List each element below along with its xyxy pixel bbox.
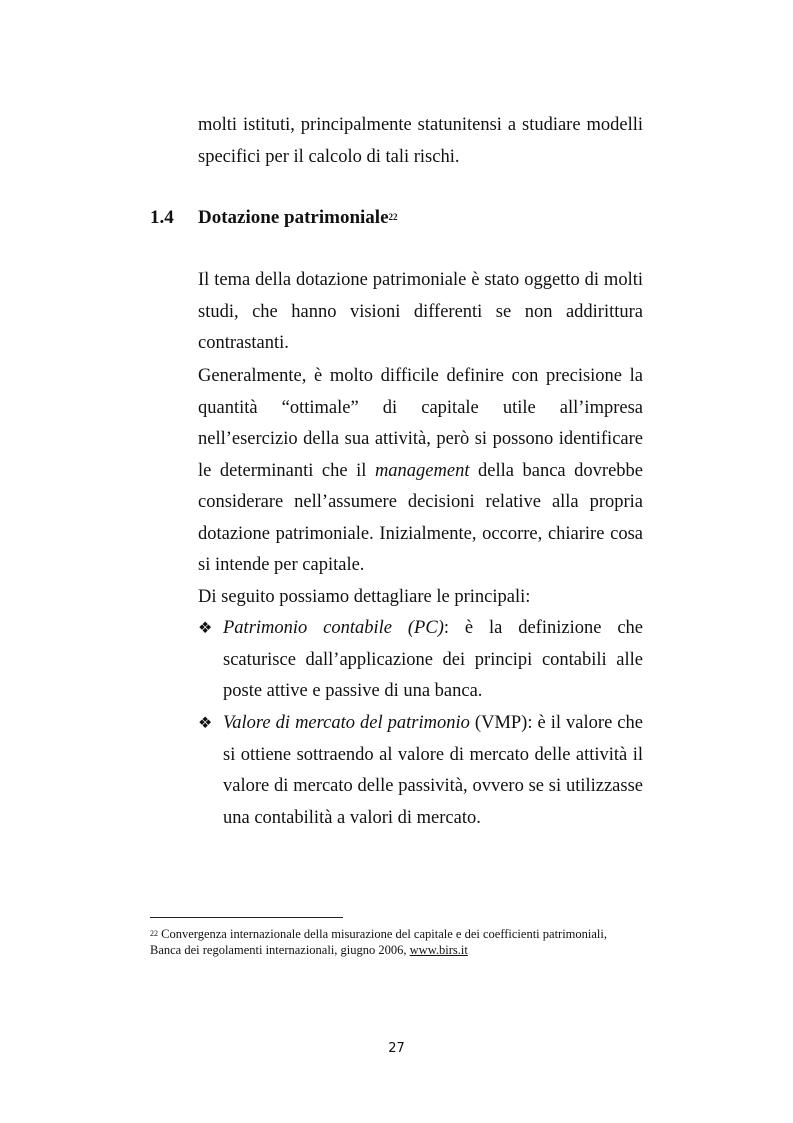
footnote-divider	[150, 917, 343, 918]
bullet-description: : è la definizione che scaturisce dall’applicazione dei principi contabili alle poste attive e passive di una banca.	[223, 618, 643, 701]
intro-paragraph: molti istituti, principalmente statunitensi a studiare modelli specifici per il calcolo di tali rischi.	[198, 115, 643, 167]
paragraph-capitale-part2: della banca dovrebbe considerare nell’assumere decisioni relative alla propria dotazione patrimoniale. Inizialmente, occorre, chiarire cosa si intende per capitale.	[198, 460, 644, 575]
bullet-description: (VMP): è il valore che si ottiene sottraendo al valore di mercato delle attività il valore di mercato delle passività, ovvero se si utilizzasse una contabilità a valori di mercato.	[223, 713, 643, 828]
paragraph-principali: Di seguito possiamo dettagliare le principali:	[198, 587, 531, 607]
bullet-text	[223, 613, 643, 708]
page-number: 27	[388, 1041, 405, 1056]
paragraph-capitale-italic: management	[374, 460, 470, 481]
bullet-text	[223, 708, 643, 834]
bullet-term: Patrimonio contabile (PC)	[223, 618, 444, 638]
bullet-term: Valore di mercato del patrimonio	[223, 713, 470, 733]
paragraph-dotazione-intro: Il tema della dotazione patrimoniale è stato oggetto di molti studi, che hanno visioni differenti se non addirittura contrastanti.	[198, 270, 643, 353]
section-title: Dotazione patrimoniale	[198, 207, 389, 228]
paragraph-capitale	[198, 361, 643, 582]
paragraph-capitale-part1: Generalmente, è molto difficile definire con precisione la quantità “ottimale” di capitale utile all’impresa nell’esercizio della sua attività, però si possono identificare le determinanti che il	[198, 366, 643, 481]
section-number: 1.4	[150, 207, 174, 228]
footnote-reference[interactable]: 22	[388, 212, 398, 222]
footnote-number: 22	[150, 929, 158, 938]
bullet-item	[198, 613, 643, 708]
footnote	[150, 926, 630, 958]
bullet-item	[198, 708, 643, 834]
diamond-bullet-icon: ❖	[198, 715, 213, 732]
section-heading	[150, 203, 398, 233]
footnote-text: Convergenza internazionale della misurazione del capitale e dei coefficienti patrimoniali, Banca dei regolamenti internazionali, giugno 2006,	[150, 927, 607, 957]
footnote-link[interactable]: www.birs.it	[409, 943, 468, 957]
diamond-bullet-icon: ❖	[198, 620, 213, 637]
